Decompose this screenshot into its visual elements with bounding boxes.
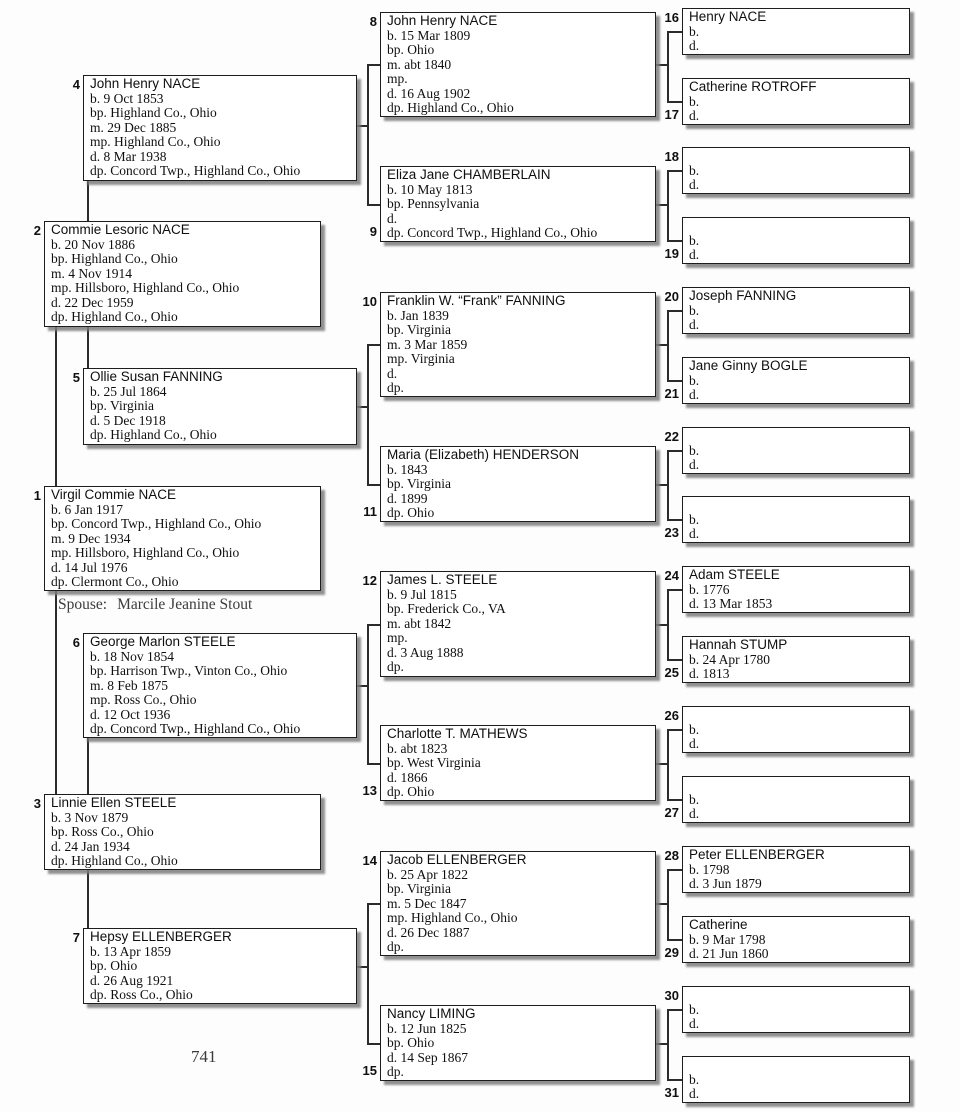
connector-line: [667, 450, 669, 521]
person-detail: d.: [689, 177, 700, 192]
person-number: 28: [664, 848, 679, 863]
person-detail: dp. Clermont Co., Ohio: [51, 574, 179, 589]
person-detail: dp.: [387, 1064, 404, 1079]
person-detail: d.: [689, 526, 700, 541]
person-number: 7: [72, 930, 80, 945]
person-box-10: [362, 292, 656, 397]
person-name: [689, 429, 905, 444]
person-detail: dp. Ohio: [387, 784, 435, 799]
connector-line: [667, 519, 682, 521]
person-name: Commie Lesoric NACE: [51, 222, 190, 237]
connector-line: [667, 869, 682, 871]
person-box-1: [33, 486, 321, 591]
person-number: 16: [664, 10, 679, 25]
person-detail: dp. Concord Twp., Highland Co., Ohio: [387, 225, 598, 240]
person-detail: b.: [689, 1001, 700, 1017]
connector-line: [667, 101, 682, 103]
connector-line: [656, 64, 667, 66]
person-name: Virgil Commie NACE: [51, 487, 177, 502]
person-detail: d.: [689, 108, 700, 123]
person-detail: b.: [689, 442, 700, 458]
person-detail: b.: [689, 791, 700, 807]
person-detail: b. 1843: [387, 461, 428, 477]
connector-line: [667, 659, 682, 661]
connector-line: [667, 310, 682, 312]
person-box-12: [362, 571, 656, 677]
person-detail: d.: [689, 247, 700, 262]
person-detail: bp. Highland Co., Ohio: [51, 251, 178, 266]
person-detail: mp. Ross Co., Ohio: [90, 692, 197, 707]
connector-line: [367, 64, 369, 206]
person-detail: d.: [689, 806, 700, 821]
person-detail: dp. Highland Co., Ohio: [51, 853, 178, 868]
page-number: 741: [191, 1047, 217, 1066]
person-detail: bp. Ohio: [387, 42, 435, 57]
person-number: 30: [664, 988, 679, 1003]
person-box-15: [362, 1005, 656, 1081]
connector-line: [667, 1079, 682, 1081]
person-detail: d. 14 Jul 1976: [51, 559, 128, 575]
connector-line: [667, 939, 682, 941]
connector-line: [367, 344, 380, 346]
person-name: Hepsy ELLENBERGER: [90, 929, 232, 944]
person-box-31: [664, 1056, 910, 1103]
person-name: George Marlon STEELE: [90, 634, 236, 649]
person-detail: bp. Virginia: [387, 881, 451, 896]
person-detail: b. 18 Nov 1854: [90, 648, 174, 664]
connector-line: [667, 31, 682, 33]
person-detail: b. 13 Apr 1859: [90, 943, 171, 959]
person-number: 29: [664, 945, 679, 960]
person-detail: b. abt 1823: [387, 740, 448, 756]
connector-line: [667, 170, 669, 242]
person-number: 25: [664, 665, 679, 680]
person-detail: dp.: [387, 939, 404, 954]
connector-line: [656, 1043, 667, 1045]
person-box-25: [664, 636, 910, 683]
person-name: Catherine: [689, 917, 748, 932]
connector-line: [667, 310, 669, 382]
person-number: 14: [362, 853, 377, 868]
person-detail: dp.: [387, 659, 404, 674]
person-box-13: [362, 725, 656, 801]
person-name: Hannah STUMP: [689, 637, 788, 652]
person-detail: m. abt 1842: [387, 615, 452, 631]
person-detail: d. 24 Jan 1934: [51, 838, 130, 854]
person-detail: mp. Hillsboro, Highland Co., Ohio: [51, 280, 240, 295]
connector-line: [367, 624, 369, 765]
person-detail: m. 29 Dec 1885: [90, 119, 177, 135]
person-detail: mp.: [387, 71, 408, 86]
connector-line: [667, 869, 669, 941]
connector-line: [667, 170, 682, 172]
person-detail: b. 9 Mar 1798: [689, 931, 766, 947]
person-detail: dp. Ross Co., Ohio: [90, 987, 193, 1002]
person-detail: b. Jan 1839: [387, 307, 449, 323]
person-detail: d. 12 Oct 1936: [90, 706, 171, 722]
person-box-6: [72, 633, 357, 738]
person-detail: dp. Concord Twp., Highland Co., Ohio: [90, 163, 301, 178]
person-detail: b.: [689, 721, 700, 737]
connector-line: [367, 64, 380, 66]
person-name: Adam STEELE: [689, 567, 780, 582]
person-detail: d. 1899: [387, 490, 428, 506]
person-name: Linnie Ellen STEELE: [51, 795, 177, 810]
person-detail: d. 14 Sep 1867: [387, 1049, 468, 1065]
person-number: 18: [664, 149, 679, 164]
person-detail: d.: [689, 38, 700, 53]
person-detail: b. 9 Jul 1815: [387, 586, 457, 602]
person-detail: b. 6 Jan 1917: [51, 501, 123, 517]
person-detail: d. 5 Dec 1918: [90, 412, 166, 428]
person-detail: bp. Ross Co., Ohio: [51, 824, 154, 839]
person-box-18: [664, 147, 910, 194]
connector-line: [667, 729, 669, 801]
person-name: Peter ELLENBERGER: [689, 847, 825, 862]
person-detail: b.: [689, 93, 700, 109]
person-name: James L. STEELE: [387, 572, 498, 587]
person-detail: d. 22 Dec 1959: [51, 294, 134, 310]
person-detail: b.: [689, 511, 700, 527]
person-detail: b.: [689, 23, 700, 39]
person-detail: m. 5 Dec 1847: [387, 895, 467, 911]
person-box-23: [664, 496, 910, 543]
person-detail: b. 9 Oct 1853: [90, 90, 164, 106]
person-detail: b. 25 Jul 1864: [90, 383, 167, 399]
person-box-22: [664, 427, 910, 474]
person-box-29: [664, 916, 910, 963]
person-name: Jacob ELLENBERGER: [387, 852, 527, 867]
person-name: Nancy LIMING: [387, 1006, 476, 1021]
connector-line: [667, 729, 682, 731]
person-number: 13: [362, 783, 377, 798]
person-box-16: [664, 8, 910, 55]
person-box-2: [33, 221, 321, 327]
person-detail: d.: [387, 210, 398, 226]
person-detail: bp. Concord Twp., Highland Co., Ohio: [51, 516, 262, 531]
connector-line: [667, 240, 682, 242]
person-box-21: [664, 357, 910, 404]
person-detail: b. 1776: [689, 581, 730, 597]
person-number: 6: [72, 635, 80, 650]
person-detail: d. 8 Mar 1938: [90, 148, 167, 164]
person-detail: dp.: [387, 380, 404, 395]
connector-line: [367, 484, 380, 486]
person-detail: m. 9 Dec 1934: [51, 530, 131, 546]
person-number: 4: [72, 77, 80, 92]
person-detail: d.: [689, 1086, 700, 1101]
person-detail: m. 4 Nov 1914: [51, 265, 132, 281]
person-detail: m. 8 Feb 1875: [90, 677, 169, 693]
person-detail: m. abt 1840: [387, 56, 452, 72]
person-number: 15: [362, 1063, 377, 1078]
person-detail: d.: [387, 365, 398, 381]
person-number: 1: [33, 488, 41, 503]
person-detail: mp. Highland Co., Ohio: [90, 134, 221, 149]
person-detail: b. 20 Nov 1886: [51, 236, 135, 252]
person-name: Maria (Elizabeth) HENDERSON: [387, 447, 580, 462]
person-number: 12: [362, 573, 377, 588]
person-detail: d. 3 Jun 1879: [689, 876, 762, 891]
person-name: John Henry NACE: [90, 76, 201, 91]
person-number: 9: [369, 224, 377, 239]
person-detail: b.: [689, 162, 700, 178]
connector-line: [656, 624, 667, 626]
person-detail: b. 24 Apr 1780: [689, 651, 770, 667]
connector-line: [656, 903, 667, 905]
person-number: 20: [664, 289, 679, 304]
person-name: [689, 498, 905, 513]
person-detail: d. 21 Jun 1860: [689, 946, 769, 961]
person-box-4: [72, 75, 357, 181]
person-box-9: [369, 166, 656, 242]
person-number: 22: [664, 429, 679, 444]
connector-line: [667, 450, 682, 452]
connector-line: [367, 624, 380, 626]
person-box-3: [33, 794, 321, 870]
connector-line: [656, 484, 667, 486]
connector-line: [367, 903, 380, 905]
person-box-26: [664, 706, 910, 753]
person-name: [689, 1058, 905, 1073]
person-box-19: [664, 217, 910, 264]
person-name: Eliza Jane CHAMBERLAIN: [387, 167, 551, 182]
connector-line: [656, 204, 667, 206]
person-detail: dp. Ohio: [387, 505, 435, 520]
person-box-24: [664, 566, 910, 613]
person-detail: dp. Highland Co., Ohio: [51, 309, 178, 324]
person-box-27: [664, 776, 910, 823]
person-detail: mp. Hillsboro, Highland Co., Ohio: [51, 545, 240, 560]
person-number: 8: [369, 14, 377, 29]
person-name: [689, 708, 905, 723]
connector-line: [667, 589, 669, 661]
connector-line: [656, 344, 667, 346]
person-number: 5: [72, 370, 80, 385]
person-name: [689, 149, 905, 164]
person-detail: mp.: [387, 630, 408, 645]
person-detail: b. 15 Mar 1809: [387, 27, 471, 43]
person-detail: bp. Virginia: [387, 322, 451, 337]
connector-line: [667, 31, 669, 103]
person-name: [689, 778, 905, 793]
person-detail: b.: [689, 372, 700, 388]
person-detail: bp. West Virginia: [387, 755, 481, 770]
person-detail: d. 26 Dec 1887: [387, 924, 470, 940]
person-box-7: [72, 928, 357, 1004]
person-detail: d. 1866: [387, 769, 428, 785]
person-name: Ollie Susan FANNING: [90, 369, 223, 384]
person-number: 10: [362, 294, 377, 309]
person-name: [689, 988, 905, 1003]
person-number: 21: [664, 386, 679, 401]
person-number: 2: [33, 223, 41, 238]
spouse-name: Marcile Jeanine Stout: [117, 596, 253, 613]
person-detail: bp. Highland Co., Ohio: [90, 105, 217, 120]
person-detail: d.: [689, 1016, 700, 1031]
person-detail: d. 16 Aug 1902: [387, 85, 471, 101]
connector-line: [367, 763, 380, 765]
person-number: 27: [664, 805, 679, 820]
person-detail: b. 10 May 1813: [387, 181, 473, 197]
person-detail: dp. Concord Twp., Highland Co., Ohio: [90, 721, 301, 736]
person-box-17: [664, 78, 910, 125]
connector-line: [667, 589, 682, 591]
person-box-5: [72, 368, 357, 445]
person-detail: b. 1798: [689, 861, 730, 877]
person-number: 31: [664, 1085, 679, 1100]
connector-line: [367, 204, 380, 206]
person-detail: bp. Ohio: [387, 1035, 435, 1050]
person-detail: dp. Highland Co., Ohio: [90, 427, 217, 442]
person-detail: dp. Highland Co., Ohio: [387, 100, 514, 115]
connector-line: [667, 1009, 682, 1011]
person-detail: m. 3 Mar 1859: [387, 336, 468, 352]
person-box-30: [664, 986, 910, 1033]
connector-line: [667, 1009, 669, 1081]
connector-line: [667, 380, 682, 382]
person-number: 24: [664, 568, 679, 583]
connector-line: [367, 903, 369, 1045]
person-name: Charlotte T. MATHEWS: [387, 726, 528, 741]
person-detail: bp. Pennsylvania: [387, 196, 480, 211]
person-box-14: [362, 851, 656, 956]
person-detail: mp. Virginia: [387, 351, 455, 366]
person-detail: b.: [689, 232, 700, 248]
person-detail: d. 3 Aug 1888: [387, 644, 464, 660]
person-name: Jane Ginny BOGLE: [689, 358, 808, 373]
person-detail: d. 26 Aug 1921: [90, 972, 174, 988]
person-detail: bp. Frederick Co., VA: [387, 601, 506, 616]
person-detail: mp. Highland Co., Ohio: [387, 910, 518, 925]
spouse-label: Spouse:: [58, 596, 108, 613]
person-detail: bp. Harrison Twp., Vinton Co., Ohio: [90, 663, 288, 678]
person-name: Joseph FANNING: [689, 288, 797, 303]
person-name: John Henry NACE: [387, 13, 498, 28]
person-number: 26: [664, 708, 679, 723]
person-number: 23: [664, 525, 679, 540]
person-number: 17: [664, 107, 679, 122]
person-detail: b. 3 Nov 1879: [51, 809, 129, 825]
person-detail: d.: [689, 317, 700, 332]
person-detail: b.: [689, 302, 700, 318]
person-detail: bp. Virginia: [90, 398, 154, 413]
person-box-11: [363, 446, 656, 522]
person-detail: d. 1813: [689, 666, 730, 681]
connector-line: [667, 799, 682, 801]
connector-line: [367, 1043, 380, 1045]
person-number: 3: [33, 796, 41, 811]
person-detail: b. 25 Apr 1822: [387, 866, 468, 882]
person-detail: d.: [689, 387, 700, 402]
person-detail: d.: [689, 736, 700, 751]
person-box-28: [664, 846, 910, 893]
person-name: [689, 219, 905, 234]
person-box-20: [664, 287, 910, 334]
person-name: Catherine ROTROFF: [689, 79, 817, 94]
spouse-line: [58, 596, 252, 614]
person-box-8: [369, 12, 656, 117]
person-detail: bp. Virginia: [387, 476, 451, 491]
connector-line: [656, 763, 667, 765]
person-number: 19: [664, 246, 679, 261]
person-detail: b. 12 Jun 1825: [387, 1020, 467, 1036]
person-detail: d.: [689, 457, 700, 472]
person-detail: bp. Ohio: [90, 958, 138, 973]
connector-line: [367, 344, 369, 486]
person-detail: b.: [689, 1071, 700, 1087]
person-name: Franklin W. “Frank” FANNING: [387, 293, 566, 308]
person-name: Henry NACE: [689, 9, 767, 24]
person-number: 11: [363, 504, 377, 519]
person-detail: d. 13 Mar 1853: [689, 596, 773, 611]
